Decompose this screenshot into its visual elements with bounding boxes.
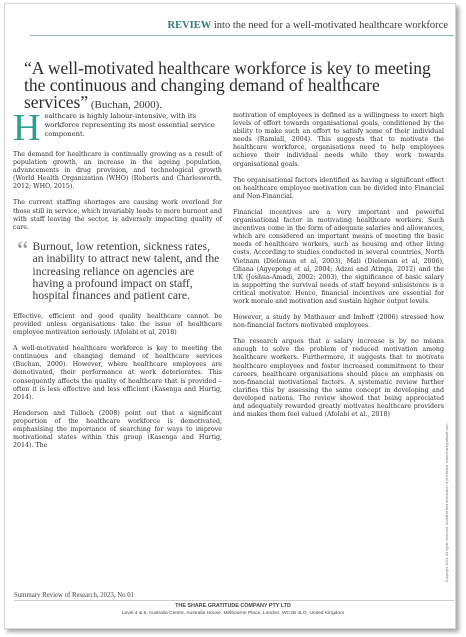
body-paragraph: The current staffing shortages are causing work overload for those still in service, which invariably leads to more burnout and with staff leaving the sector, is adversely impacting quality of care. [13, 199, 222, 231]
header-title-strong: REVIEW [167, 20, 212, 31]
body-paragraph: A well-motivated healthcare workforce is key to meeting the continuous and changing demand of healthcare services (Buchan, 2000). However, where healthcare employees are demotivated, their performance at work deteriorates. This consequently affects the quality of healthcare that is provided – often it is less effective and less efficient (Kasenga and Hurtig, 2014). [13, 345, 222, 401]
running-header [30, 16, 454, 36]
body-paragraph: The research argues that a salary increase is by no means enough to solve the problem of reduced motivation among healthcare workers. Furthermore, it suggests that to motivate healthcare employees and foster increased commitment to their careers, healthcare organisations should place an emphasis on non-financial motivational factors. A systematic review further clarifies this by assessing the same concept in developing and developed nations. The review showed that being appreciated and adequately rewarded greatly motivates healthcare providers and makes them feel valued (Afolabi et al., 2018) [233, 338, 444, 419]
footer-divider [14, 600, 454, 601]
footer-company: THE SHARE GRATITUDE COMPANY PTY LTD [175, 603, 291, 609]
header-title-rest: into the need for a well-motivated healthcare workforce [211, 20, 448, 31]
footer-issue: Summary Review of Research, 2023, No 01 [14, 592, 135, 599]
headline-quote [24, 60, 446, 114]
body-paragraph: Financial incentives are a very important and powerful organisational factor in motivating healthcare workers. Such incentives come in the form of adequate salaries and allowances, which are considered an important means of meeting the basic needs of healthcare workers, such as housing and other living costs. According to studies conducted in several countries, North Vietnam (Dieleman et al, 2003), Mali (Dieleman et al, 2006), Ghana (Agyepong et al, 2004; Adzei and Atinga, 2012) and the UK (Joshua-Amadi, 2002; 2003), the significance of basic salary in supporting the survival needs of staff beyond subsistence is a critical motivator. Hence, financial incentives are essential for work morale and motivation and sustain higher output levels. [233, 208, 444, 305]
side-copyright-note [445, 382, 453, 582]
headline-citation: (Buchan, 2000). [88, 99, 163, 111]
body-paragraph: Henderson and Tulloch (2008) point out that a significant proportion of the healthcare workforce is demotivated, emphasising the importance of searching for ways to improve motivational states within this group (Kasenga and Hurtig, 2014). The [13, 409, 222, 450]
quote-mark-icon: “ [17, 235, 29, 265]
body-paragraph: However, a study by Mathauer and Imhoff (2006) stressed how non-financial factors motivated employees. [233, 314, 444, 330]
header-title [168, 20, 449, 31]
right-column [233, 112, 444, 427]
body-paragraph: The demand for healthcare is continually growing as a result of population growth, an increase in the ageing population, advancements in drug provision, and technological growth (World Health Organization (WHO) (Roberts and Charlesworth, 2012; WHO, 2015). [13, 151, 222, 191]
headline-text: “A well-motivated healthcare workforce is key to meeting the continuous and changing demand of healthcare services” [24, 58, 431, 112]
footer-address: Level 4 & 5, Australia Centre, Australia House, Melbourne Place, London, WC2B 4LG, United Kingdom [121, 611, 345, 616]
body-paragraph: The organisational factors identified as having a significant effect on healthcare employee motivation can be divided into Financial and Non-Financial. [233, 176, 444, 200]
body-paragraph: Effective, efficient and good quality healthcare cannot be provided unless organisations take the issue of healthcare employee motivation seriously. (Afolabi et al, 2018) [13, 312, 222, 337]
side-note-text: Copyright 2023. All rights reserved. Unauthorised distribution is prohibited. www.sharegratitude.com [445, 423, 449, 582]
left-column [13, 112, 222, 458]
lead-paragraph [13, 112, 222, 143]
pull-quote-text: Burnout, low retention, sickness rates, an inability to attract new talent, and the increasing reliance on agencies are having a profound impact on staff, hospital finances and patient care. [32, 239, 220, 303]
drop-cap: H [13, 112, 41, 143]
pull-quote [17, 235, 222, 303]
lead-text: ealthcare is highly labour-intensive, with its workforce representing its most essential service component. [44, 112, 215, 139]
body-paragraph: motivation of employees is defined as a willingness to exert high levels of effort towards organisational goals, conditioned by the ability to make such an effort to satisfy some of their individual needs (Ramlall, 2004). This suggests that to motivate the healthcare workforce, organisations need to help employees achieve their individual needs while they work towards organisational goals. [233, 112, 444, 168]
